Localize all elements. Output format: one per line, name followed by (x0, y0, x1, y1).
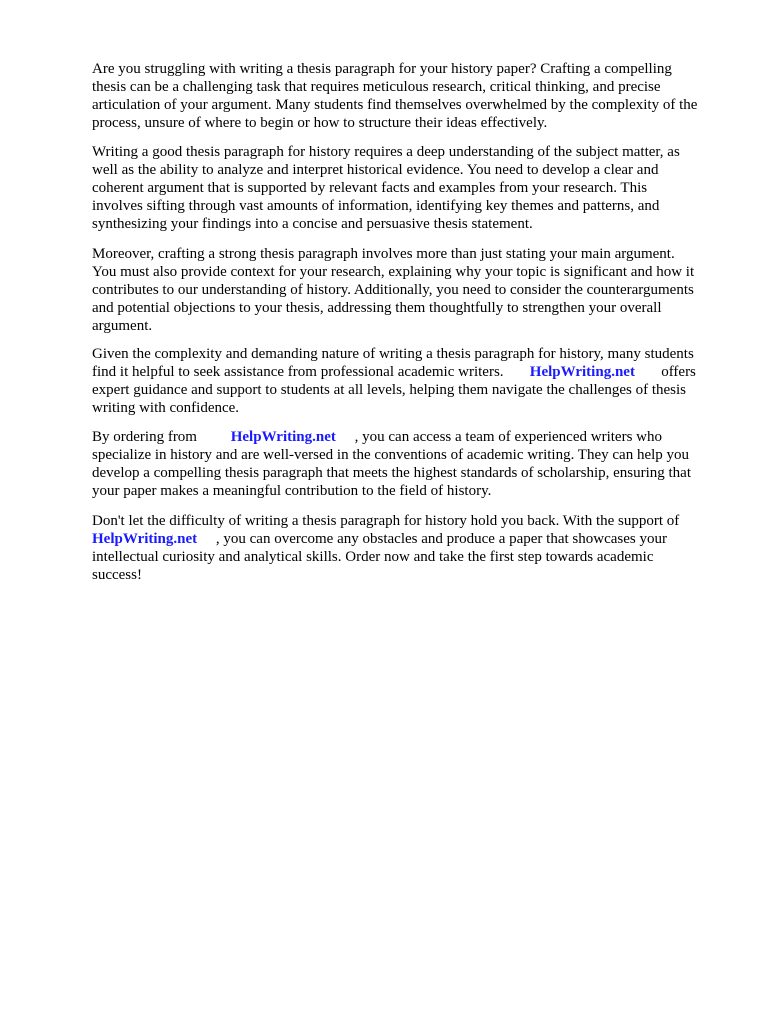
text-line: your paper makes a meaningful contribution to the field of history. (92, 483, 492, 499)
text-line: Writing a good thesis paragraph for history requires a deep understanding of the subject matter, as (92, 144, 680, 160)
text-line: Moreover, crafting a strong thesis paragraph involves more than just stating your main argument. (92, 246, 675, 262)
helpwriting-link[interactable]: HelpWriting.net (230, 429, 336, 445)
text-line: Don't let the difficulty of writing a thesis paragraph for history hold you back. With the support of (92, 513, 680, 529)
paragraph-ordering (92, 428, 732, 500)
paragraph-assistance (92, 345, 732, 417)
text-line: well as the ability to analyze and interpret historical evidence. You need to develop a clear and (92, 162, 659, 178)
text-line: develop a compelling thesis paragraph that meets the highest standards of scholarship, ensuring that (92, 465, 692, 481)
text-line (92, 428, 732, 446)
text-line: contributes to our understanding of history. Additionally, you need to consider the counterarguments (92, 282, 694, 298)
text-line: writing with confidence. (92, 400, 240, 416)
paragraph-context (92, 245, 732, 335)
helpwriting-link[interactable]: HelpWriting.net (92, 531, 198, 547)
text-segment: By ordering from (92, 429, 197, 445)
text-line: synthesizing your findings into a concise and persuasive thesis statement. (92, 216, 533, 232)
text-line: process, unsure of where to begin or how to structure their ideas effectively. (92, 115, 548, 131)
paragraph-intro (92, 60, 732, 132)
text-line: success! (92, 567, 142, 583)
text-line (92, 363, 732, 381)
text-line: specialize in history and are well-versed in the conventions of academic writing. They can help you (92, 447, 690, 463)
text-line: Are you struggling with writing a thesis paragraph for your history paper? Crafting a compelling (92, 61, 672, 77)
text-line: argument. (92, 318, 153, 334)
text-line: You must also provide context for your research, explaining why your topic is significant and how it (92, 264, 695, 280)
paragraph-requirements (92, 143, 732, 233)
text-line: thesis can be a challenging task that requires meticulous research, critical thinking, and precise (92, 79, 661, 95)
text-line (92, 530, 732, 548)
text-segment: find it helpful to seek assistance from professional academic writers. (92, 364, 504, 380)
text-line: expert guidance and support to students at all levels, helping them navigate the challenges of thesis (92, 382, 687, 398)
text-segment: , you can overcome any obstacles and produce a paper that showcases your (215, 531, 667, 547)
helpwriting-link[interactable]: HelpWriting.net (529, 364, 635, 380)
text-line: articulation of your argument. Many students find themselves overwhelmed by the complexity of the (92, 97, 698, 113)
text-segment: offers (661, 364, 696, 380)
text-line: coherent argument that is supported by relevant facts and examples from your research. This (92, 180, 648, 196)
text-line: and potential objections to your thesis, addressing them thoughtfully to strengthen your overall (92, 300, 662, 316)
text-line: intellectual curiosity and analytical skills. Order now and take the first step towards academic (92, 549, 654, 565)
text-line: involves sifting through vast amounts of information, identifying key themes and patterns, and (92, 198, 660, 214)
paragraph-closing (92, 512, 732, 584)
text-line: Given the complexity and demanding nature of writing a thesis paragraph for history, many students (92, 346, 694, 362)
text-segment: , you can access a team of experienced writers who (354, 429, 662, 445)
